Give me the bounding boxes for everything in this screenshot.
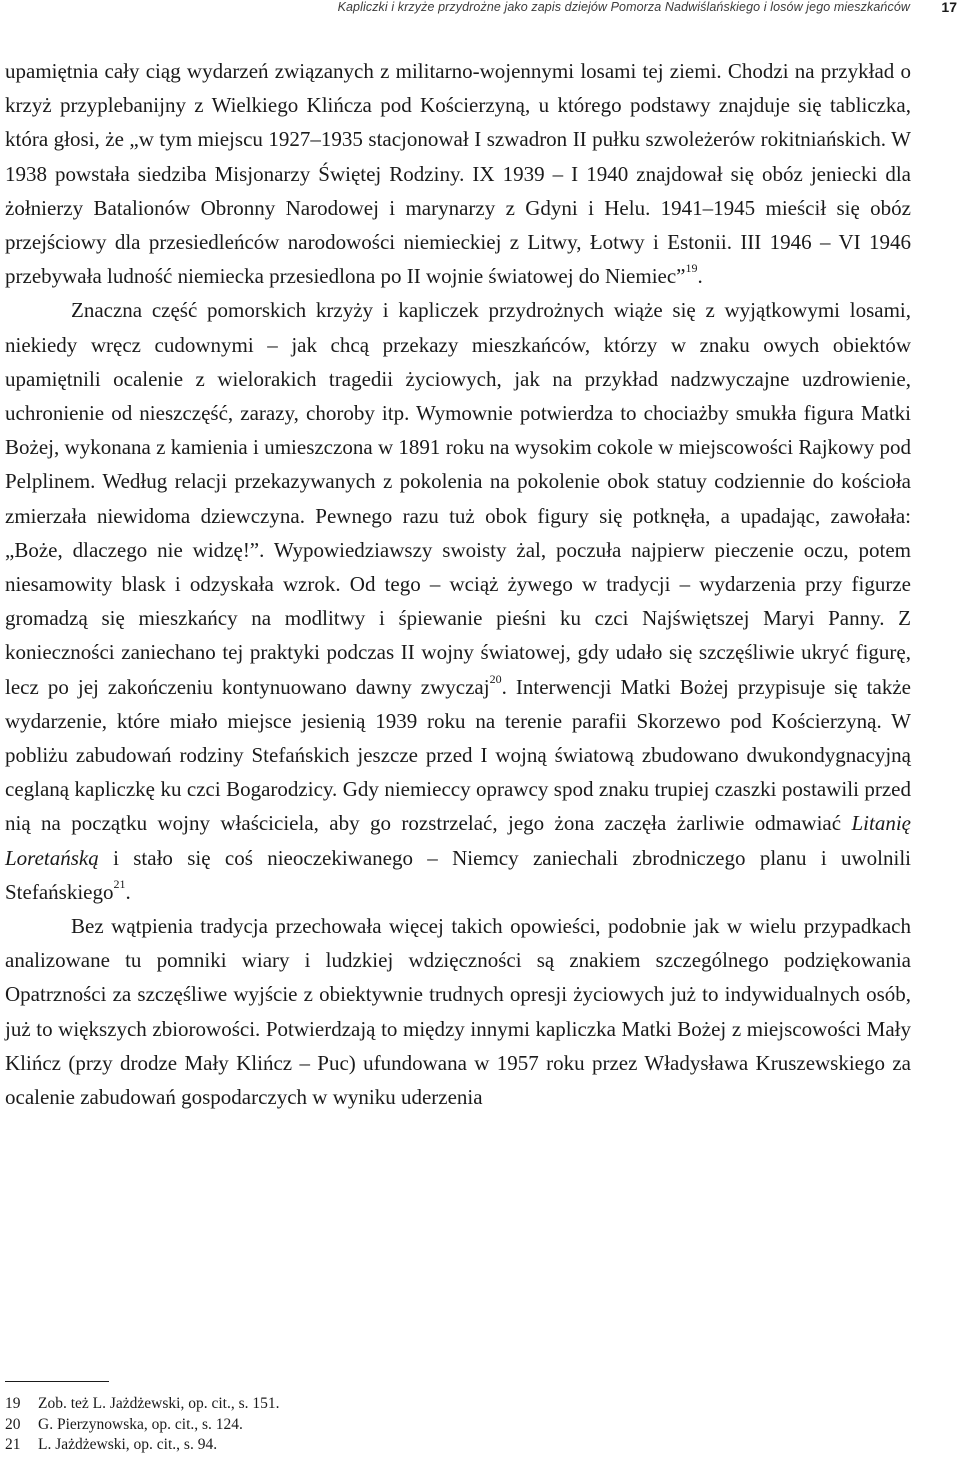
body-text [5, 54, 911, 1114]
paragraph-2-text-c: i stało się coś nieoczekiwanego – Niemcy zaniechali zbrodniczego planu i uwolnili Stefańskiego [5, 845, 911, 904]
footnotes [5, 1394, 911, 1456]
footnote-20 [5, 1415, 911, 1436]
paragraph-1-text: upamiętnia cały ciąg wydarzeń związanych z militarno-wojennymi losami tej ziemi. Chodzi na przykład o krzyż przyplebanijny z Wielkiego Klińcza pod Kościerzyną, u którego podstawy znajduje się tabliczka, która głosi, że „w tym miejscu 1927–1935 stacjonował I szwadron II pułku szwoleżerów rokitniańskich. W 1938 powstała siedziba Misjonarzy Świętej Rodziny. IX 1939 – I 1940 znajdował się obóz jeniecki dla żołnierzy Batalionów Obronny Narodowej i marynarzy z Gdyni i Helu. 1941–1945 mieścił się obóz przejściowy dla przesiedleńców narodowości niemieckiej z Litwy, Łotwy i Estonii. III 1946 – VI 1946 przebywała ludność niemiecka przesiedlona po II wojnie światowej do Niemiec” [5, 59, 911, 289]
page-number: 17 [941, 0, 957, 15]
footnote-text: L. Jażdżewski, op. cit., s. 94. [38, 1436, 218, 1453]
running-title: Kapliczki i krzyże przydrożne jako zapis dziejów Pomorza Nadwiślańskiego i losów jego mieszkańców [337, 0, 910, 14]
paragraph-3 [5, 909, 911, 1114]
footnote-text: G. Pierzynowska, op. cit., s. 124. [38, 1415, 243, 1433]
paragraph-1-end: . [697, 264, 703, 289]
paragraph-2-text-a: Znaczna część pomorskich krzyży i kapliczek przydrożnych wiąże się z wyjątkowymi losami, niekiedy wręcz cudownymi – jak chcą przekazy mieszkańców, którzy w znaku owych obiektów upamiętnili ocalenie z wielorakich tragedii życiowych, jak na przykład nadzwyczajne uzdrowienie, uchronienie od nieszczęść, zarazy, choroby itp. Wymownie potwierdza to chociażby smukła figura Matki Bożej, wykonana z kamienia i umieszczona w 1891 roku na wysokim cokole w miejscowości Rajkowy pod Pelplinem. Według relacji przekazywanych z pokolenia na pokolenie obok statuy codziennie do kościoła zmierzała niewidoma dziewczyna. Pewnego razu tuż obok figury się potknęła, a upadając, zawołała: „Boże, dlaczego nie widzę!”. Wypowiedziawszy swoisty żal, poczuła najpierw pieczenie oczu, potem niesamowity blask i odzyskała wzrok. Od tego – wciąż żywego w tradycji – wydarzenia przy figurze gromadzą się mieszkańcy na modlitwy i śpiewanie pieśni ku czci Najświętszej Maryi Panny. Z konieczności zaniechano tej praktyki podczas II wojny światowej, gdy udało się szczęśliwie ukryć figurę, lecz po jej zakończeniu kontynuowano dawny zwyczaj [5, 298, 911, 699]
paragraph-1 [5, 54, 911, 293]
footnote-number: 20 [5, 1415, 21, 1433]
paragraph-2-end: . [125, 879, 131, 904]
footnote-21 [5, 1435, 911, 1456]
footnote-number: 21 [5, 1436, 21, 1453]
running-head [0, 0, 960, 24]
footnote-number: 19 [5, 1395, 21, 1412]
paragraph-3-text: Bez wątpienia tradycja przechowała więcej takich opowieści, podobnie jak w wielu przypadkach analizowane tu pomniki wiary i ludzkiej wdzięczności są znakiem szczególnego podziękowania Opatrzności za szczęśliwe wyjście z obiektywnie trudnych opresji życiowych już to indywidualnych osób, już to większych zbiorowości. Potwierdzają to między innymi kapliczka Matki Bożej z miejscowości Mały Klińcz (przy drodze Mały Klińcz – Puc) ufundowana w 1957 roku przez Władysława Kruszewskiego za ocalenie zabudowań gospodarczych w wyniku uderzenia [5, 914, 911, 1110]
footnote-ref-19: 19 [685, 261, 698, 276]
footnote-text: Zob. też L. Jażdżewski, op. cit., s. 151. [38, 1395, 280, 1412]
footnote-ref-21: 21 [113, 876, 126, 891]
footnote-ref-20: 20 [489, 671, 502, 686]
footnote-divider [5, 1381, 109, 1382]
footnote-19 [5, 1394, 911, 1415]
litany-title: Litanię Loretańską [5, 811, 911, 870]
paragraph-2-text-b: . Interwencji Matki Bożej przypisuje się także wydarzenie, które miało miejsce jesienią 1939 roku na terenie parafii Skorzewo pod Kościerzyną. W pobliżu zabudowań rodziny Stefańskich jeszcze przed I wojną światową zbudowano dwukondygnacyjną ceglaną kapliczkę ku czci Bogarodzicy. Gdy niemieccy oprawcy spod znaku trupiej czaszki postawili przed nią na początku wojny właściciela, aby go rozstrzelać, jego żona zaczęła żarliwie odmawiać [5, 674, 911, 836]
paragraph-2 [5, 293, 911, 909]
